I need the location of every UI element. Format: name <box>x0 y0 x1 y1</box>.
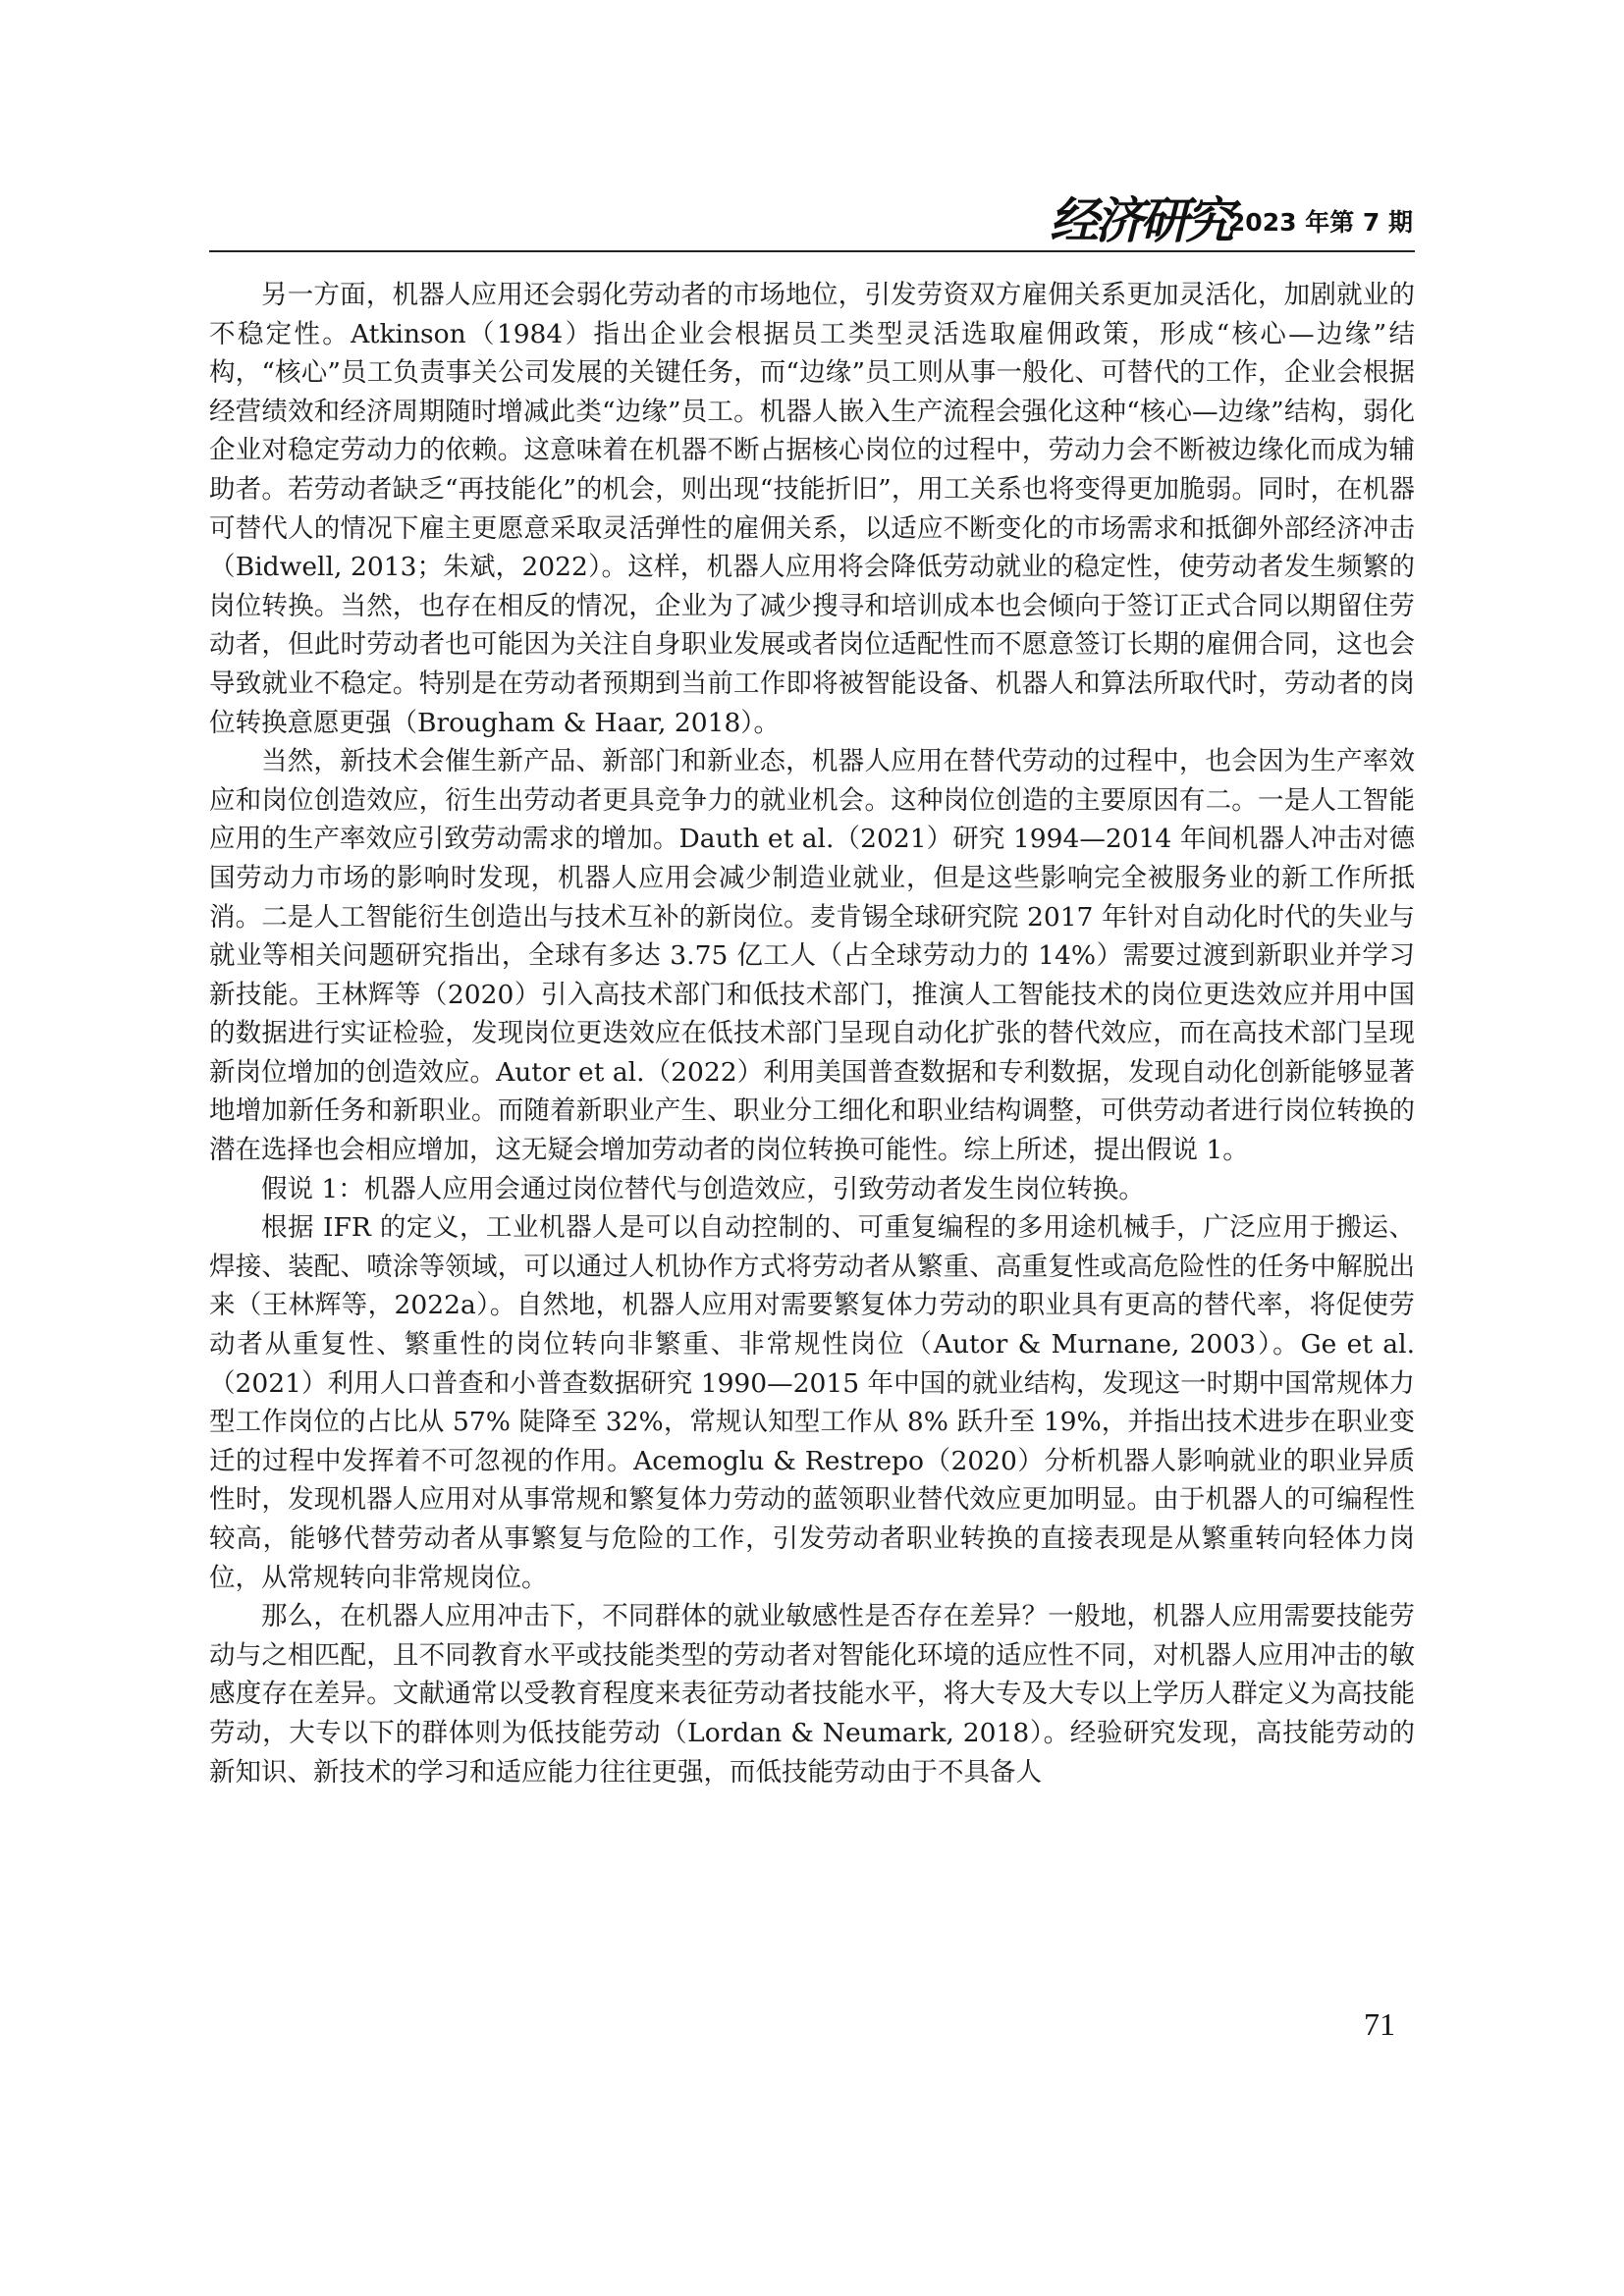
page-number: 71 <box>1364 2006 1395 2042</box>
running-header <box>209 192 1415 249</box>
hypothesis-statement: 假说 1：机器人应用会通过岗位替代与创造效应，引致劳动者发生岗位转换。 <box>261 1173 1145 1204</box>
paragraph: 那么，在机器人应用冲击下，不同群体的就业敏感性是否存在差异？一般地，机器人应用需要技能劳动与之相匹配，且不同教育水平或技能类型的劳动者对智能化环境的适应性不同，对机器人应用冲击的敏感度存在差异。文献通常以受教育程度来表征劳动者技能水平，将大专及大专以上学历人群定义为高技能劳动，大专以下的群体则为低技能劳动（Lordan & Neumark, 2018）。经验研究发现，高技能劳动的新知识、新技术的学习和适应能力往往更强，而低技能劳动由于不具备人 <box>209 1601 1415 1788</box>
issue-label: 2023 年第 7 期 <box>1227 208 1413 237</box>
article-body <box>209 276 1415 1791</box>
journal-title-logo: 经济研究 <box>1050 191 1230 249</box>
paragraph: 另一方面，机器人应用还会弱化劳动者的市场地位，引发劳资双方雇佣关系更加灵活化，加剧就业的不稳定性。Atkinson（1984）指出企业会根据员工类型灵活选取雇佣政策，形成“核心—边缘”结构，“核心”员工负责事关公司发展的关键任务，而“边缘”员工则从事一般化、可替代的工作，企业会根据经营绩效和经济周期随时增减此类“边缘”员工。机器人嵌入生产流程会强化这种“核心—边缘”结构，弱化企业对稳定劳动力的依赖。这意味着在机器不断占据核心岗位的过程中，劳动力会不断被边缘化而成为辅助者。若劳动者缺乏“再技能化”的机会，则出现“技能折旧”，用工关系也将变得更加脆弱。同时，在机器可替代人的情况下雇主更愿意采取灵活弹性的雇佣关系，以适应不断变化的市场需求和抵御外部经济冲击（Bidwell, 2013；朱斌，2022）。这样，机器人应用将会降低劳动就业的稳定性，使劳动者发生频繁的岗位转换。当然，也存在相反的情况，企业为了减少搜寻和培训成本也会倾向于签订正式合同以期留住劳动者，但此时劳动者也可能因为关注自身职业发展或者岗位适配性而不愿意签订长期的雇佣合同，这也会导致就业不稳定。特别是在劳动者预期到当前工作即将被智能设备、机器人和算法所取代时，劳动者的岗位转换意愿更强（Brougham & Haar, 2018）。 <box>209 280 1415 738</box>
paragraph: 根据 IFR 的定义，工业机器人是可以自动控制的、可重复编程的多用途机械手，广泛应用于搬运、焊接、装配、喷涂等领域，可以通过人机协作方式将劳动者从繁重、高重复性或高危险性的任务中解脱出来（王林辉等，2022a）。自然地，机器人应用对需要繁复体力劳动的职业具有更高的替代率，将促使劳动者从重复性、繁重性的岗位转向非繁重、非常规性岗位（Autor & Murnane, 2003）。Ge et al.（2021）利用人口普查和小普查数据研究 1990—2015 年中国的就业结构，发现这一时期中国常规体力型工作岗位的占比从 57% 陡降至 32%，常规认知型工作从 8% 跃升至 19%，并指出技术进步在职业变迁的过程中发挥着不可忽视的作用。Acemoglu & Restrepo（2020）分析机器人影响就业的职业异质性时，发现机器人应用对从事常规和繁复体力劳动的蓝领职业替代效应更加明显。由于机器人的可编程性较高，能够代替劳动者从事繁复与危险的工作，引发劳动者职业转换的直接表现是从繁重转向轻体力岗位，从常规转向非常规岗位。 <box>209 1212 1415 1593</box>
header-rule <box>209 250 1415 252</box>
paragraph: 当然，新技术会催生新产品、新部门和新业态，机器人应用在替代劳动的过程中，也会因为生产率效应和岗位创造效应，衍生出劳动者更具竞争力的就业机会。这种岗位创造的主要原因有二。一是人工智能应用的生产率效应引致劳动需求的增加。Dauth et al.（2021）研究 1994—2014 年间机器人冲击对德国劳动力市场的影响时发现，机器人应用会减少制造业就业，但是这些影响完全被服务业的新工作所抵消。二是人工智能衍生创造出与技术互补的新岗位。麦肯锡全球研究院 2017 年针对自动化时代的失业与就业等相关问题研究指出，全球有多达 3.75 亿工人（占全球劳动力的 14%）需要过渡到新职业并学习新技能。王林辉等（2020）引入高技术部门和低技术部门，推演人工智能技术的岗位更迭效应并用中国的数据进行实证检验，发现岗位更迭效应在低技术部门呈现自动化扩张的替代效应，而在高技术部门呈现新岗位增加的创造效应。Autor et al.（2022）利用美国普查数据和专利数据，发现自动化创新能够显著地增加新任务和新职业。而随着新职业产生、职业分工细化和职业结构调整，可供劳动者进行岗位转换的潜在选择也会相应增加，这无疑会增加劳动者的岗位转换可能性。综上所述，提出假说 1。 <box>209 746 1415 1166</box>
